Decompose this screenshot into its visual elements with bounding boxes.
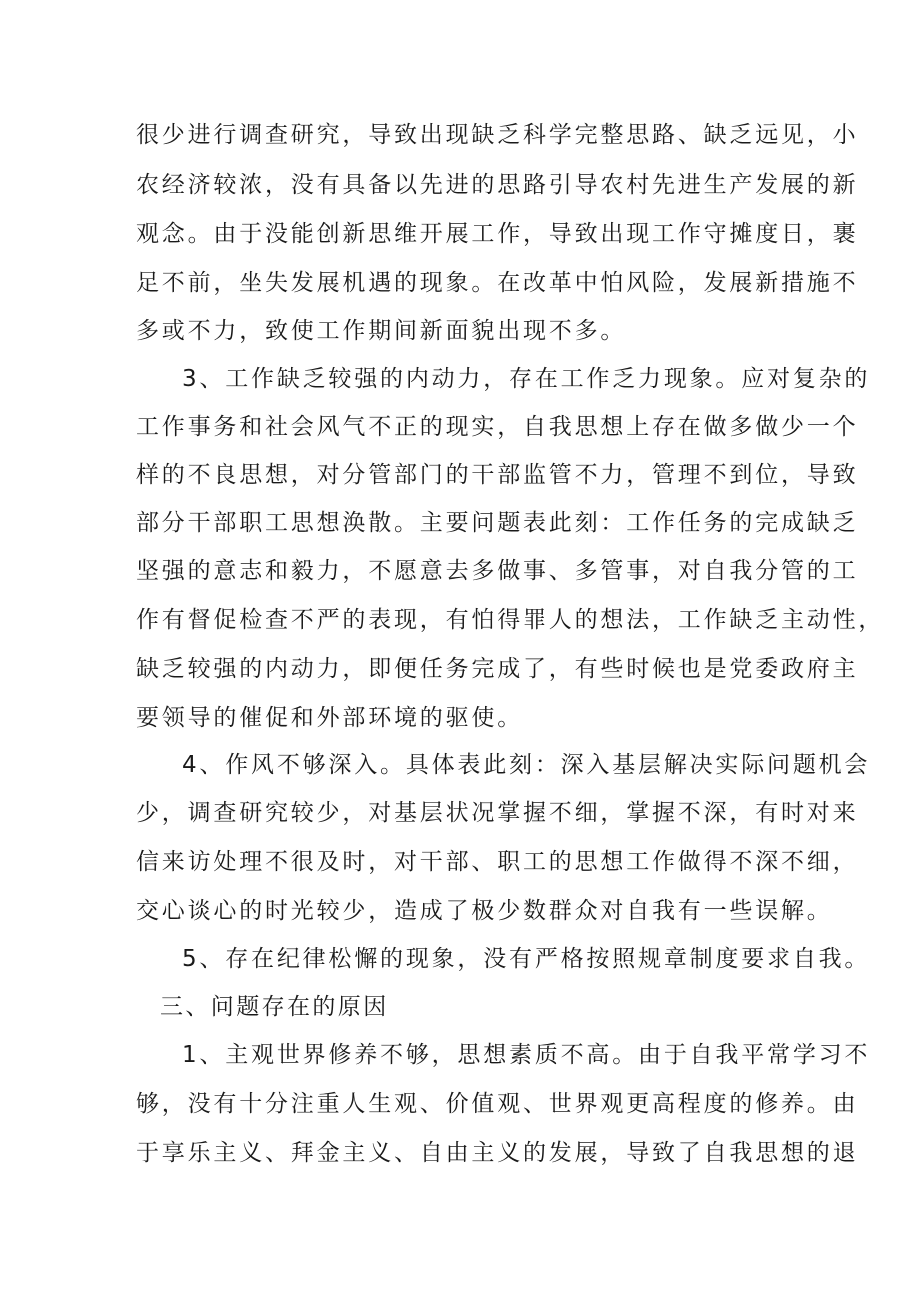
text-line: 工作事务和社会风气不正的现实，自我思想上存在做多做少一个	[136, 414, 859, 440]
text-line: 少，调查研究较少，对基层状况掌握不细，掌握不深，有时对来	[136, 800, 859, 826]
text-line: 要领导的催促和外部环境的驱使。	[136, 705, 523, 731]
section-heading: 三、问题存在的原因	[160, 994, 389, 1020]
text-line: 交心谈心的时光较少，造成了极少数群众对自我有一些误解。	[136, 898, 833, 924]
text-line: 缺乏较强的内动力，即便任务完成了，有些时候也是党委政府主	[136, 656, 859, 682]
paragraph-4-first-line: 4、作风不够深入。具体表此刻：深入基层解决实际问题机会	[182, 752, 871, 778]
text-line: 部分干部职工思想涣散。主要问题表此刻：工作任务的完成缺乏	[136, 510, 859, 536]
text-line: 样的不良思想，对分管部门的干部监管不力，管理不到位，导致	[136, 462, 859, 488]
paragraph-5-line: 5、存在纪律松懈的现象，没有严格按照规章制度要求自我。	[182, 946, 871, 972]
text-line: 很少进行调查研究，导致出现缺乏科学完整思路、缺乏远见，小	[136, 122, 859, 148]
text-line: 够，没有十分注重人生观、价值观、世界观更高程度的修养。由	[136, 1091, 859, 1117]
text-line: 于享乐主义、拜金主义、自由主义的发展，导致了自我思想的退	[136, 1140, 859, 1166]
text-line: 多或不力，致使工作期间新面貌出现不多。	[136, 318, 627, 344]
text-line: 观念。由于没能创新思维开展工作，导致出现工作守摊度日，裹	[136, 221, 859, 247]
text-line: 信来访处理不很及时，对干部、职工的思想工作做得不深不细，	[136, 849, 859, 875]
text-line: 作有督促检查不严的表现，有怕得罪人的想法，工作缺乏主动性，	[136, 607, 885, 633]
text-line: 农经济较浓，没有具备以先进的思路引导农村先进生产发展的新	[136, 172, 859, 198]
paragraph-3-first-line: 3、工作缺乏较强的内动力，存在工作乏力现象。应对复杂的	[182, 366, 871, 392]
text-line: 足不前，坐失发展机遇的现象。在改革中怕风险，发展新措施不	[136, 270, 859, 296]
paragraph-1-first-line: 1、主观世界修养不够，思想素质不高。由于自我平常学习不	[182, 1042, 871, 1068]
text-line: 坚强的意志和毅力，不愿意去多做事、多管事，对自我分管的工	[136, 558, 859, 584]
